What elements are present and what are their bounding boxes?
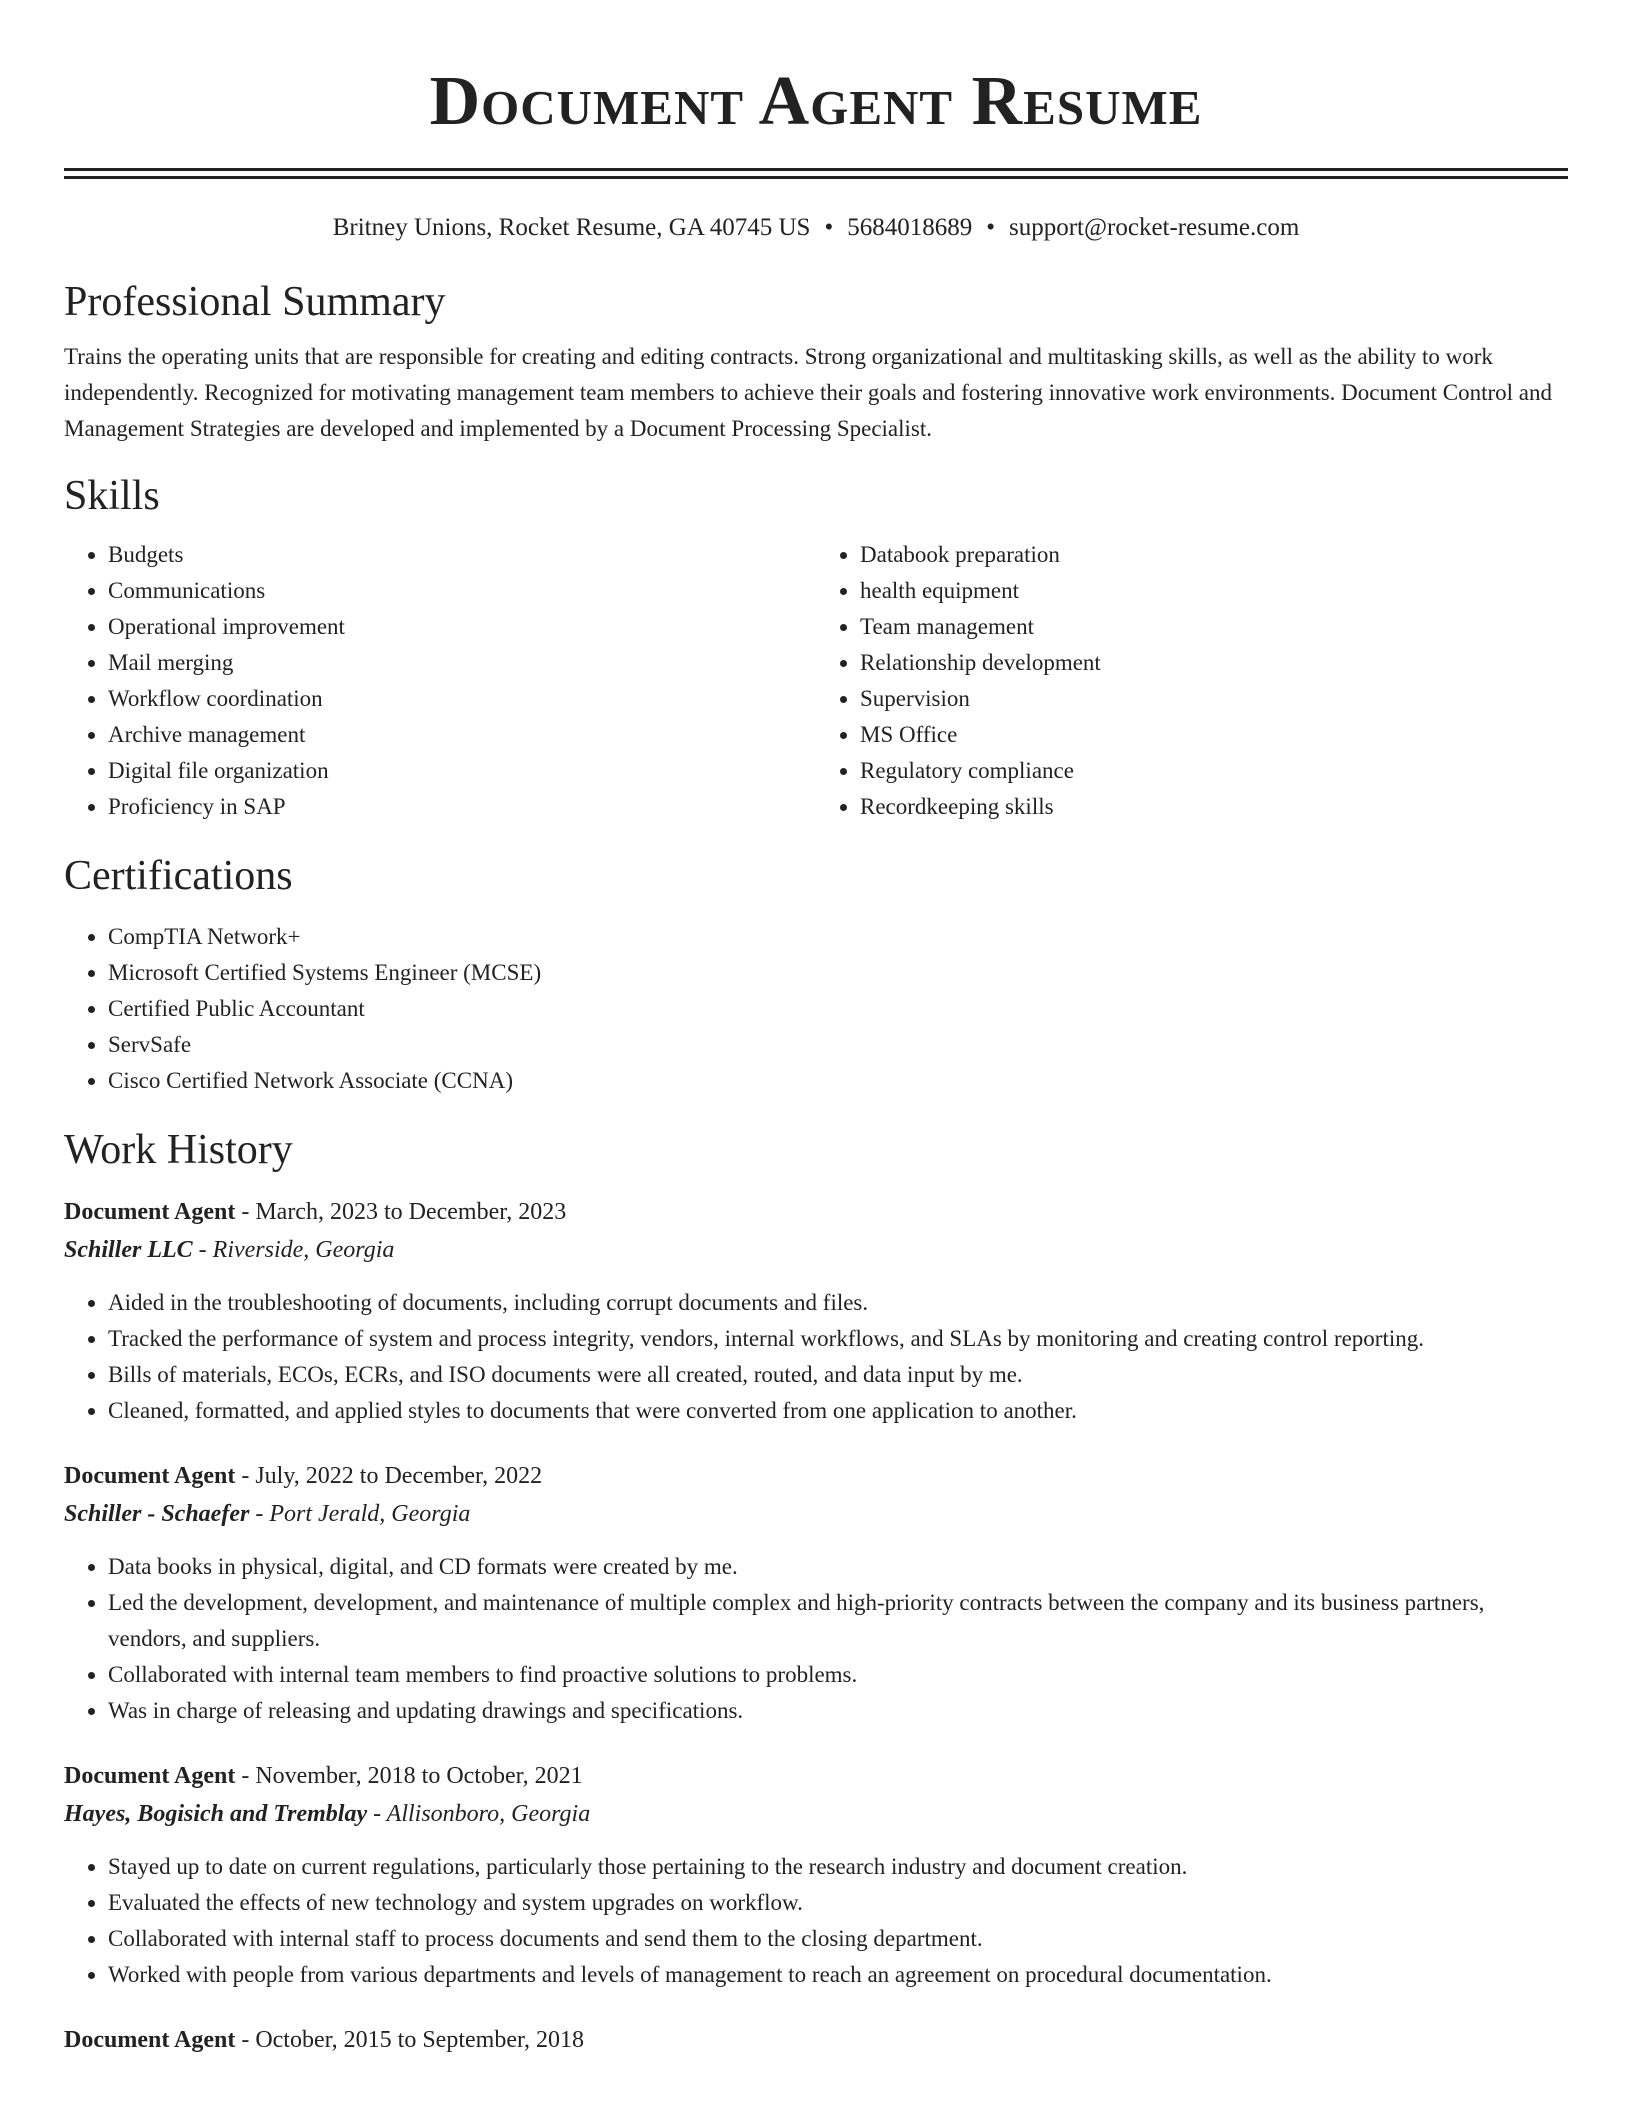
job-dates: - October, 2015 to September, 2018	[235, 2027, 584, 2053]
skill-item: • Budgets	[108, 537, 816, 573]
job-location: - Allisonboro, Georgia	[367, 1801, 591, 1827]
certification-item: • Cisco Certified Network Associate (CCNA)	[108, 1063, 1568, 1099]
job-dates: - March, 2023 to December, 2023	[235, 1199, 567, 1225]
skill-item: • Team management	[860, 609, 1568, 645]
contact-separator: •	[824, 214, 834, 241]
job-title: Document Agent	[64, 1199, 236, 1225]
job-company: Schiller - Schaefer	[64, 1501, 250, 1527]
skills-column-left	[64, 537, 816, 825]
summary-heading: Professional Summary	[64, 279, 446, 325]
job-duty: • Collaborated with internal staff to process documents and send them to the closing department.	[108, 1921, 1568, 1957]
title-divider-bottom	[64, 176, 1568, 179]
job-location: - Port Jerald, Georgia	[249, 1501, 471, 1527]
job-title-line	[64, 1457, 1568, 1495]
skill-item: • MS Office	[860, 717, 1568, 753]
contact-separator: •	[986, 214, 995, 241]
certifications-heading: Certifications	[64, 853, 293, 899]
resume-page	[64, 0, 1568, 2059]
certification-item: • ServSafe	[108, 1027, 1568, 1063]
skill-item: • Mail merging	[108, 645, 816, 681]
job-duty: • Was in charge of releasing and updating drawings and specifications.	[108, 1693, 1568, 1729]
skill-item: • Regulatory compliance	[860, 753, 1568, 789]
job-duty: • Collaborated with internal team members to find proactive solutions to problems.	[108, 1657, 1568, 1693]
certification-item: • Microsoft Certified Systems Engineer (MCSE)	[108, 955, 1568, 991]
skill-item: • Archive management	[108, 717, 816, 753]
job-duties-list	[64, 1549, 1568, 1729]
skill-item: • Workflow coordination	[108, 681, 816, 717]
contact-line	[64, 211, 1568, 245]
skill-item: • Proficiency in SAP	[108, 789, 816, 825]
skill-item: • Relationship development	[860, 645, 1568, 681]
skill-item: • Recordkeeping skills	[860, 789, 1568, 825]
job-entry	[64, 1457, 1568, 1729]
job-title: Document Agent	[64, 2027, 236, 2053]
job-duties-list	[64, 1849, 1568, 1993]
skill-item: • Supervision	[860, 681, 1568, 717]
job-dates: - July, 2022 to December, 2022	[235, 1463, 543, 1489]
job-duty: • Aided in the troubleshooting of documents, including corrupt documents and files.	[108, 1285, 1568, 1321]
job-duty: • Bills of materials, ECOs, ECRs, and ISO documents were all created, routed, and data input by me.	[108, 1357, 1568, 1393]
job-title-line	[64, 1757, 1568, 1795]
job-company-line	[64, 1495, 1568, 1533]
job-company: Schiller LLC	[64, 1237, 193, 1263]
job-duty: • Data books in physical, digital, and CD formats were created by me.	[108, 1549, 1568, 1585]
job-duty: • Tracked the performance of system and process integrity, vendors, internal workflows, and SLAs by monitoring and creating control reporting.	[108, 1321, 1568, 1357]
job-duty: • Led the development, development, and maintenance of multiple complex and high-priority contracts between the company and its business partners, vendors, and suppliers.	[108, 1585, 1568, 1657]
certifications-list	[64, 919, 1568, 1099]
summary-text: Trains the operating units that are responsible for creating and editing contracts. Strong organizational and multitasking skills, as well as the ability to work independently. Recognized for motivating management team members to achieve their goals and fostering innovative work environments. Document Control and Management Strategies are developed and implemented by a Document Processing Specialist.	[64, 344, 1552, 441]
job-location: - Riverside, Georgia	[192, 1237, 395, 1263]
skills-grid	[64, 537, 1568, 825]
job-duty: • Worked with people from various departments and levels of management to reach an agreement on procedural documentation.	[108, 1957, 1568, 1993]
contact-address: Britney Unions, Rocket Resume, GA 40745 US	[332, 214, 811, 241]
skill-item: • health equipment	[860, 573, 1568, 609]
skills-heading: Skills	[64, 473, 160, 519]
job-title-line	[64, 1193, 1568, 1231]
contact-phone: 5684018689	[847, 214, 973, 241]
skill-item: • Communications	[108, 573, 816, 609]
job-entry	[64, 2021, 1568, 2059]
certification-item: • CompTIA Network+	[108, 919, 1568, 955]
job-duty: • Evaluated the effects of new technology and system upgrades on workflow.	[108, 1885, 1568, 1921]
work-history-heading: Work History	[64, 1127, 293, 1173]
skill-item: • Digital file organization	[108, 753, 816, 789]
title-divider-top	[64, 168, 1568, 171]
job-entry	[64, 1757, 1568, 1993]
skill-item: • Operational improvement	[108, 609, 816, 645]
job-duty: • Stayed up to date on current regulations, particularly those pertaining to the research industry and document creation.	[108, 1849, 1568, 1885]
job-company-line	[64, 1795, 1568, 1833]
job-title-line	[64, 2021, 1568, 2059]
skill-item: • Databook preparation	[860, 537, 1568, 573]
job-company: Hayes, Bogisich and Tremblay	[64, 1801, 368, 1827]
job-duties-list	[64, 1285, 1568, 1429]
certification-item: • Certified Public Accountant	[108, 991, 1568, 1027]
job-title: Document Agent	[64, 1463, 236, 1489]
page-title: Document Agent Resume	[429, 63, 1203, 140]
job-duty: • Cleaned, formatted, and applied styles to documents that were converted from one application to another.	[108, 1393, 1568, 1429]
job-company-line	[64, 1231, 1568, 1269]
skills-column-right	[816, 537, 1568, 825]
job-title: Document Agent	[64, 1763, 236, 1789]
job-entry	[64, 1193, 1568, 1429]
job-dates: - November, 2018 to October, 2021	[235, 1763, 583, 1789]
contact-email: support@rocket-resume.com	[1009, 214, 1300, 241]
